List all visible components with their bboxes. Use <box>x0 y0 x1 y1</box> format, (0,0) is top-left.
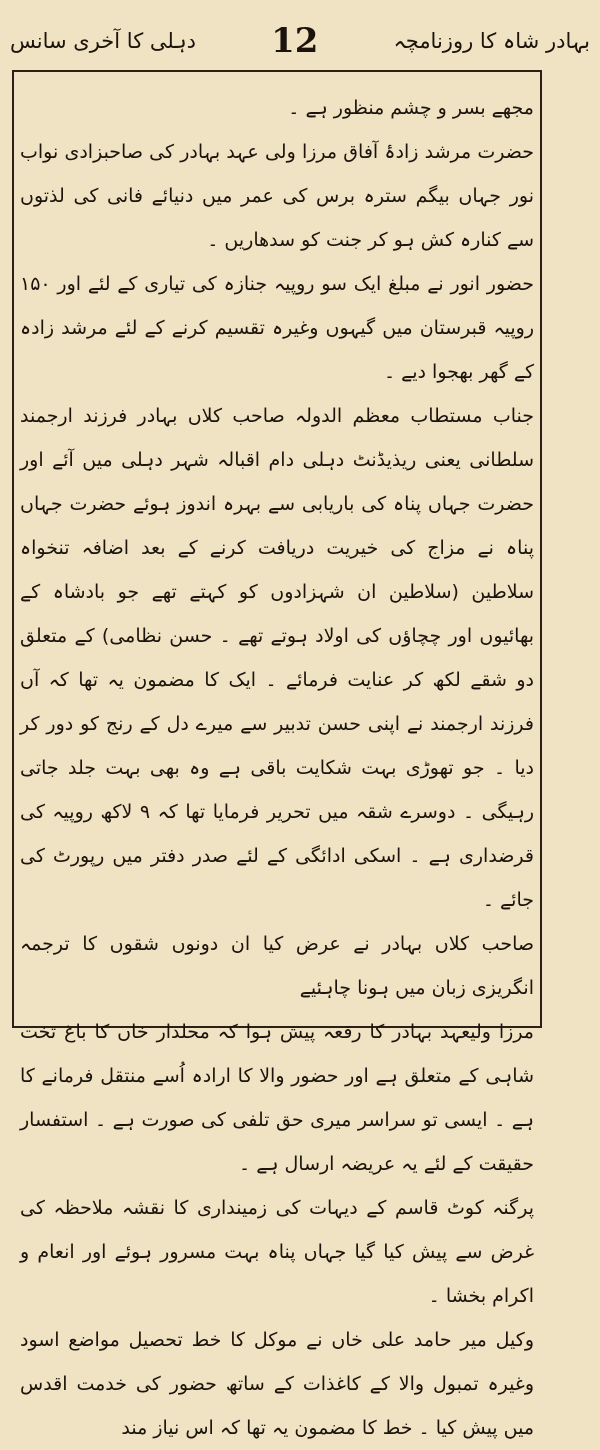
header-book-title: دہلی کا آخری سانس <box>10 29 196 53</box>
page-number: 12 <box>271 21 319 61</box>
body-text <box>20 86 534 1450</box>
paragraph: حضور انور نے مبلغ ایک سو روپیہ جنازہ کی تیاری کے لئے اور ۱۵۰ روپیہ قبرستان میں گیہوں وغیرہ تقسیم کرنے کے لئے مرشد زادہ کے گھر بھجوا دیے ۔ <box>20 273 534 383</box>
paragraph: مجھے بسر و چشم منظور ہے ۔ <box>288 97 534 119</box>
header-chapter-title: بہادر شاہ کا روزنامچہ <box>393 29 590 53</box>
running-header <box>10 14 590 68</box>
paragraph: پرگنہ کوٹ قاسم کے دیہات کی زمینداری کا نقشہ ملاحظہ کی غرض سے پیش کیا گیا جہاں پناہ بہت مسرور ہوئے اور انعام و اکرام بخشا ۔ <box>20 1197 534 1307</box>
paragraph: مرزا ولیعہد بہادر کا رقعہ پیش ہوا کہ محلدار خاں کا باغ تخت شاہی کے متعلق ہے اور حضور والا کا ارادہ اُسے منتقل فرمانے کا ہے ۔ ایسی تو سراسر میری حق تلفی کی صورت ہے ۔ استفسار حقیقت کے لئے یہ عریضہ ارسال ہے ۔ <box>20 1021 534 1175</box>
paragraph: جناب مستطاب معظم الدولہ صاحب کلاں بہادر فرزند ارجمند سلطانی یعنی ریذیڈنٹ دہلی دام اقبالہ شہر دہلی میں آئے اور حضرت جہاں پناہ کی باریابی سے بہرہ اندوز ہوئے حضرت جہاں پناہ نے مزاج کی خیریت دریافت کرنے کے بعد اضافہ تنخواہ سلاطین (سلاطین ان شہزادوں کو کہتے تھے جو بادشاہ کے بھائیوں اور چچاؤں کی اولاد ہوتے تھے ۔ حسن نظامی) کے متعلق دو شقے لکھ کر عنایت فرمائے ۔ ایک کا مضمون یہ تھا کہ آں فرزند ارجمند نے اپنی حسن تدبیر سے میرے دل کے رنج کو دور کر دیا ۔ جو تھوڑی بہت شکایت باقی ہے وہ بھی بہت جلد جاتی رہیگی ۔ دوسرے شقہ میں تحریر فرمایا تھا کہ ۹ لاکھ روپیہ کی قرضداری ہے ۔ اسکی ادائگی کے لئے صدر دفتر میں رپورٹ کی جائے ۔ <box>20 405 534 911</box>
paragraph: حضرت مرشد زادۂ آفاق مرزا ولی عہد بہادر کی صاحبزادی نواب نور جہاں بیگم سترہ برس کی عمر میں دنیائے فانی کی لذتوں سے کنارہ کش ہو کر جنت کو سدھاریں ۔ <box>20 141 534 251</box>
paragraph: صاحب کلاں بہادر نے عرض کیا ان دونوں شقوں کا ترجمہ انگریزی زبان میں ہونا چاہئیے <box>20 933 534 999</box>
paragraph: وکیل میر حامد علی خاں نے موکل کا خط تحصیل مواضع اسود وغیرہ تمبول والا کے کاغذات کے ساتھ حضور کی خدمت اقدس میں پیش کیا ۔ خط کا مضمون یہ تھا کہ اس نیاز مند <box>20 1329 534 1439</box>
